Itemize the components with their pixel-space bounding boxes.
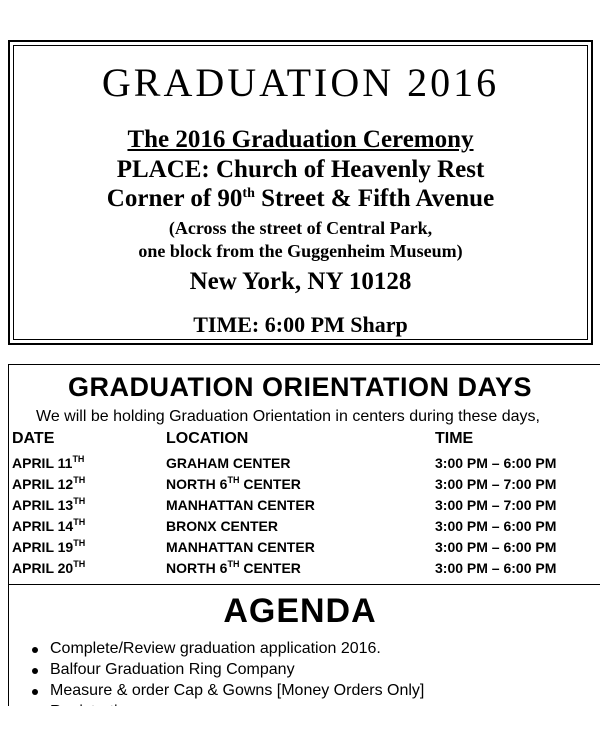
address-part: Corner of 90 — [106, 185, 243, 212]
city-line: New York, NY 10128 — [189, 268, 412, 295]
schedule-location: NORTH 6TH CENTER — [166, 559, 301, 576]
schedule-date: APRIL 13TH — [12, 496, 86, 513]
directions-line: one block from the Guggenheim Museum) — [138, 241, 463, 261]
agenda-item: Complete/Review graduation application 2016. — [30, 640, 424, 661]
directions-line: (Across the street of Central Park, — [168, 218, 433, 238]
schedule-time: 3:00 PM – 7:00 PM — [435, 476, 557, 492]
schedule-location: MANHATTAN CENTER — [166, 539, 315, 555]
schedule-location: GRAHAM CENTER — [166, 455, 291, 471]
orientation-subtitle: We will be holding Graduation Orientation in centers during these days, — [36, 408, 540, 425]
schedule-date: APRIL 12TH — [12, 475, 86, 492]
column-header-time: TIME — [435, 430, 474, 447]
ordinal-suffix: th — [242, 186, 255, 201]
schedule-date: APRIL 20TH — [12, 559, 86, 576]
page-title: GRADUATION 2016 — [101, 60, 500, 105]
event-info-box — [8, 40, 593, 345]
place-line: PLACE: Church of Heavenly Rest — [116, 156, 485, 183]
schedule-time: 3:00 PM – 7:00 PM — [435, 497, 557, 513]
agenda-item: Balfour Graduation Ring Company — [30, 661, 424, 682]
schedule-time: 3:00 PM – 6:00 PM — [435, 455, 557, 471]
page-cutoff — [0, 706, 600, 730]
schedule-location: BRONX CENTER — [166, 518, 279, 534]
schedule-time: 3:00 PM – 6:00 PM — [435, 539, 557, 555]
address-line — [10, 185, 591, 213]
time-line: TIME: 6:00 PM Sharp — [193, 312, 408, 337]
ceremony-heading — [10, 126, 591, 154]
column-header-location: LOCATION — [166, 430, 249, 447]
schedule-location: NORTH 6TH CENTER — [166, 475, 301, 492]
agenda-item: Measure & order Cap & Gowns [Money Orders Only] — [30, 682, 424, 703]
schedule-date: APRIL 11TH — [12, 454, 85, 471]
schedule-time: 3:00 PM – 6:00 PM — [435, 560, 557, 576]
column-header-date: DATE — [12, 430, 55, 447]
schedule-date: APRIL 19TH — [12, 538, 86, 555]
schedule-location: MANHATTAN CENTER — [166, 497, 315, 513]
address-part: Street & Fifth Avenue — [254, 185, 495, 212]
schedule-time: 3:00 PM – 6:00 PM — [435, 518, 557, 534]
schedule-date: APRIL 14TH — [12, 517, 86, 534]
orientation-title: GRADUATION ORIENTATION DAYS — [67, 372, 532, 402]
agenda-title: AGENDA — [223, 592, 377, 630]
ceremony-text: The 2016 Graduation Ceremony — [127, 126, 474, 153]
